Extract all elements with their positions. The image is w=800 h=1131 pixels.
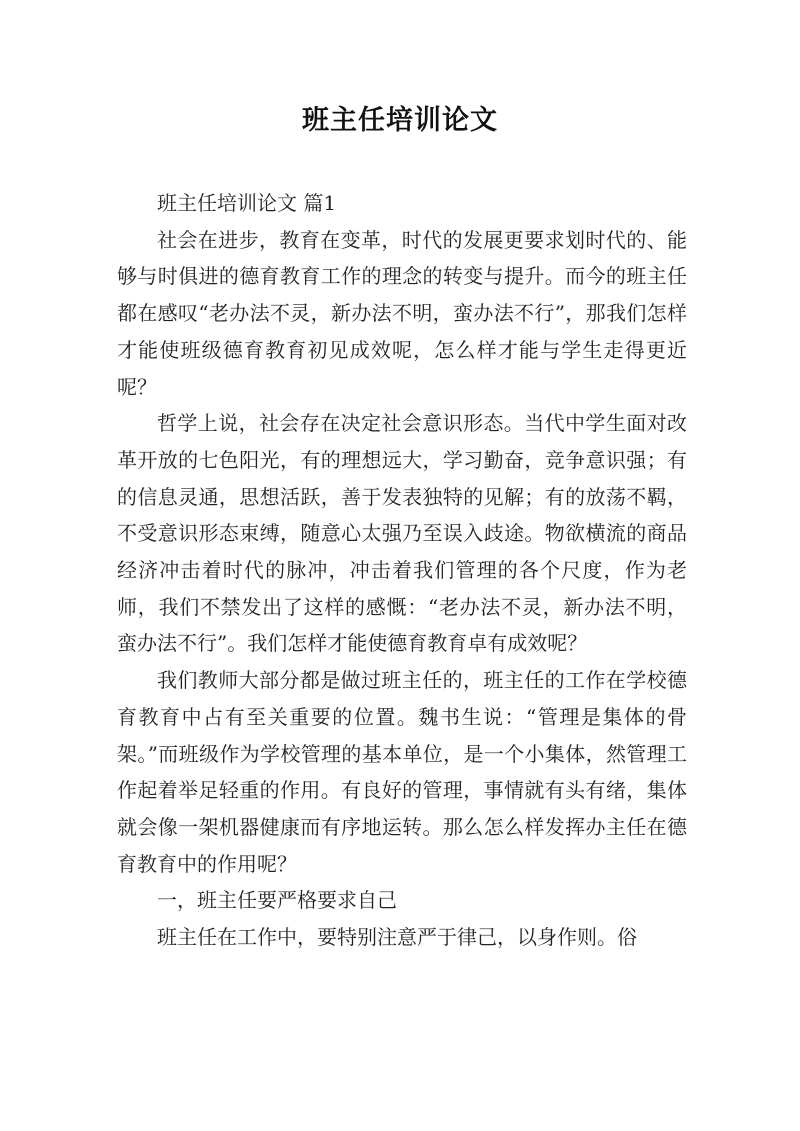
document-title: 班主任培训论文 xyxy=(302,105,498,136)
paragraph: 我们教师大部分都是做过班主任的，班主任的工作在学校德育教育中占有至关重要的位置。魏书生说：“管理是集体的骨架。”而班级作为学校管理的基本单位，是一个小集体，然管理工作起着举足轻重的作用。有良好的管理，事情就有头有绪，集体就会像一架机器健康而有序地运转。那么怎么样发挥办主任在德育教育中的作用呢？ xyxy=(117,668,687,876)
paragraph: 哲学上说，社会存在决定社会意识形态。当代中学生面对改革开放的七色阳光，有的理想远大，学习勤奋，竞争意识强；有的信息灵通，思想活跃，善于发表独特的见解；有的放荡不羁，不受意识形态束缚，随意心太强乃至误入歧途。物欲横流的商品经济冲击着时代的脉冲，冲击着我们管理的各个尺度，作为老师，我们不禁发出了这样的感慨：“老办法不灵，新办法不明，蛮办法不行”。我们怎样才能使德育教育卓有成效呢？ xyxy=(117,411,687,656)
paragraph: 社会在进步，教育在变革，时代的发展更要求划时代的、能够与时俱进的德育教育工作的理念的转变与提升。而今的班主任都在感叹“老办法不灵，新办法不明，蛮办法不行”，那我们怎样才能使班级德育教育初见成效呢，怎么样才能与学生走得更近呢？ xyxy=(117,227,687,399)
section-heading: 班主任培训论文 篇1 xyxy=(157,191,337,215)
document-body xyxy=(117,185,687,956)
paragraph: 班主任在工作中，要特别注意严于律己，以身作则。俗 xyxy=(157,925,637,950)
subsection-heading: 一，班主任要严格要求自己 xyxy=(157,888,397,913)
